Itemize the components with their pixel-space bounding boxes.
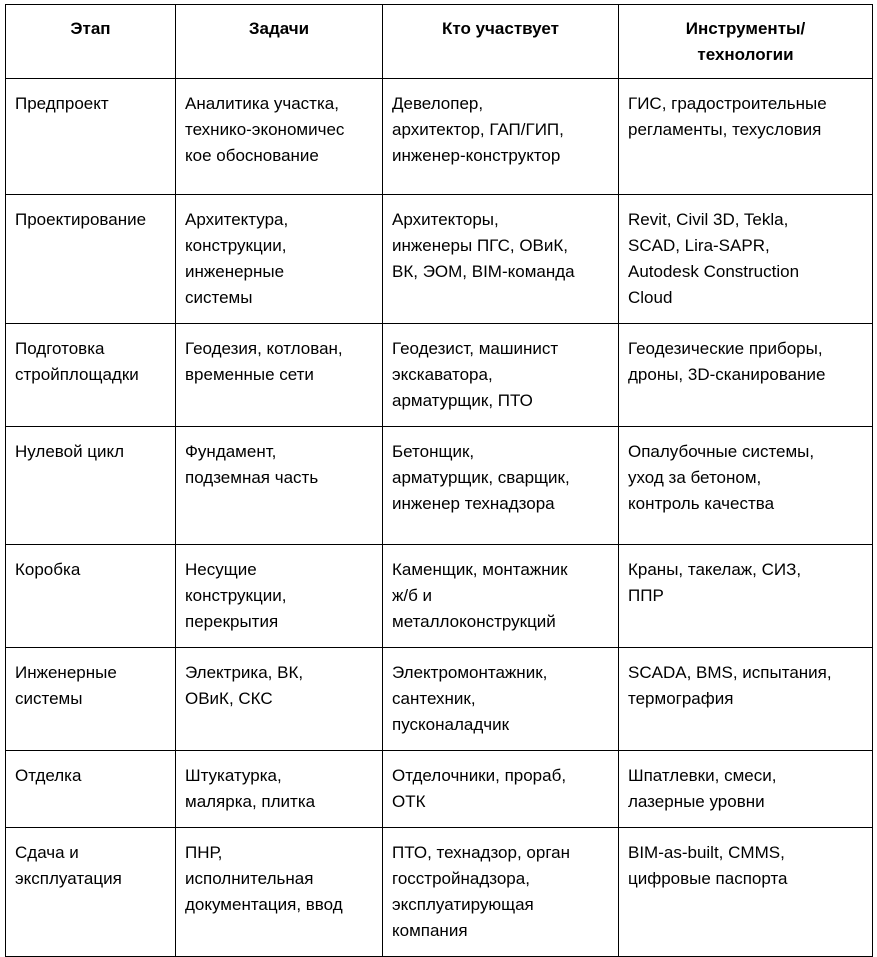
- cell-text-line: Каменщик, монтажник: [392, 560, 568, 579]
- cell-text-line: системы: [15, 689, 83, 708]
- header-text-line: технологии: [697, 45, 794, 64]
- cell-text-line: малярка, плитка: [185, 792, 316, 811]
- cell-text-line: подземная часть: [185, 468, 319, 487]
- cell-text-line: Коробка: [15, 560, 81, 579]
- cell-text-line: инженер-конструктор: [392, 146, 561, 165]
- cell-text-line: Autodesk Construction: [628, 262, 800, 281]
- table-row: [6, 195, 873, 324]
- header-stage: [6, 5, 176, 79]
- cell-tools: [619, 79, 873, 195]
- cell-text-line: цифровые паспорта: [628, 869, 788, 888]
- cell-text-line: ОТК: [392, 792, 426, 811]
- table-body: [6, 79, 873, 957]
- cell-text-line: Геодезические приборы,: [628, 339, 823, 358]
- header-participants: [383, 5, 619, 79]
- cell-text-line: документация, ввод: [185, 895, 343, 914]
- cell-text-line: Нулевой цикл: [15, 442, 125, 461]
- cell-text-line: ПТО, технадзор, орган: [392, 843, 570, 862]
- cell-text-line: компания: [392, 921, 468, 940]
- cell-tools: [619, 545, 873, 648]
- cell-text-line: Несущие: [185, 560, 257, 579]
- cell-text-line: стройплощадки: [15, 365, 139, 384]
- cell-stage: [6, 828, 176, 957]
- cell-text-line: Электромонтажник,: [392, 663, 548, 682]
- cell-participants: [383, 751, 619, 828]
- cell-text-line: Краны, такелаж, СИЗ,: [628, 560, 802, 579]
- cell-text-line: Инженерные: [15, 663, 117, 682]
- cell-text-line: ГИС, градостроительные: [628, 94, 827, 113]
- cell-text-line: Опалубочные системы,: [628, 442, 815, 461]
- cell-tools: [619, 427, 873, 545]
- cell-text-line: кое обоснование: [185, 146, 319, 165]
- cell-stage: [6, 648, 176, 751]
- cell-tools: [619, 828, 873, 957]
- cell-text-line: перекрытия: [185, 612, 279, 631]
- cell-text-line: Бетонщик,: [392, 442, 475, 461]
- cell-text-line: сантехник,: [392, 689, 476, 708]
- cell-text-line: ОВиК, СКС: [185, 689, 273, 708]
- cell-text-line: дроны, 3D-сканирование: [628, 365, 826, 384]
- cell-text-line: Сдача и: [15, 843, 79, 862]
- cell-text-line: арматурщик, сварщик,: [392, 468, 570, 487]
- cell-text-line: Фундамент,: [185, 442, 277, 461]
- cell-text-line: SCADA, BMS, испытания,: [628, 663, 832, 682]
- cell-text-line: ПНР,: [185, 843, 223, 862]
- cell-text-line: Аналитика участка,: [185, 94, 339, 113]
- cell-text-line: Электрика, ВК,: [185, 663, 304, 682]
- cell-stage: [6, 545, 176, 648]
- cell-text-line: технико-экономичес: [185, 120, 345, 139]
- cell-text-line: Геодезист, машинист: [392, 339, 559, 358]
- cell-text-line: арматурщик, ПТО: [392, 391, 533, 410]
- cell-text-line: Отделка: [15, 766, 82, 785]
- cell-stage: [6, 195, 176, 324]
- cell-tasks: [176, 324, 383, 427]
- cell-text-line: Cloud: [628, 288, 673, 307]
- cell-stage: [6, 427, 176, 545]
- cell-stage: [6, 79, 176, 195]
- cell-text-line: Архитектура,: [185, 210, 289, 229]
- header-text-line: Кто участвует: [442, 19, 559, 38]
- cell-text-line: Штукатурка,: [185, 766, 282, 785]
- cell-text-line: конструкции,: [185, 586, 287, 605]
- cell-text-line: лазерные уровни: [628, 792, 765, 811]
- table-row: [6, 828, 873, 957]
- cell-text-line: госстройнадзора,: [392, 869, 530, 888]
- cell-text-line: экскаватора,: [392, 365, 493, 384]
- cell-text-line: Предпроект: [15, 94, 109, 113]
- table-row: [6, 751, 873, 828]
- cell-text-line: инженер технадзора: [392, 494, 555, 513]
- cell-tasks: [176, 427, 383, 545]
- cell-stage: [6, 324, 176, 427]
- cell-text-line: эксплуатирующая: [392, 895, 534, 914]
- header-tools: [619, 5, 873, 79]
- cell-tools: [619, 324, 873, 427]
- cell-tasks: [176, 195, 383, 324]
- cell-text-line: Архитекторы,: [392, 210, 499, 229]
- table-row: [6, 545, 873, 648]
- cell-text-line: Проектирование: [15, 210, 147, 229]
- header-tasks: [176, 5, 383, 79]
- cell-text-line: конструкции,: [185, 236, 287, 255]
- cell-text-line: Геодезия, котлован,: [185, 339, 343, 358]
- table-row: [6, 427, 873, 545]
- cell-participants: [383, 324, 619, 427]
- cell-text-line: ППР: [628, 586, 664, 605]
- cell-text-line: регламенты, техусловия: [628, 120, 822, 139]
- cell-participants: [383, 648, 619, 751]
- cell-text-line: инженерные: [185, 262, 285, 281]
- cell-participants: [383, 545, 619, 648]
- cell-text-line: Подготовка: [15, 339, 105, 358]
- cell-text-line: системы: [185, 288, 253, 307]
- header-text-line: Этап: [70, 19, 111, 38]
- cell-text-line: контроль качества: [628, 494, 775, 513]
- cell-tasks: [176, 79, 383, 195]
- cell-text-line: инженеры ПГС, ОВиК,: [392, 236, 569, 255]
- cell-tasks: [176, 828, 383, 957]
- cell-tools: [619, 751, 873, 828]
- cell-text-line: металлоконструкций: [392, 612, 556, 631]
- cell-text-line: пусконаладчик: [392, 715, 510, 734]
- cell-participants: [383, 195, 619, 324]
- cell-text-line: BIM-as-built, CMMS,: [628, 843, 785, 862]
- table-row: [6, 324, 873, 427]
- cell-text-line: SCAD, Lira-SAPR,: [628, 236, 770, 255]
- cell-participants: [383, 828, 619, 957]
- cell-text-line: ж/б и: [392, 586, 433, 605]
- cell-text-line: Шпатлевки, смеси,: [628, 766, 777, 785]
- cell-stage: [6, 751, 176, 828]
- cell-text-line: архитектор, ГАП/ГИП,: [392, 120, 564, 139]
- cell-text-line: исполнительная: [185, 869, 314, 888]
- cell-text-line: Revit, Civil 3D, Tekla,: [628, 210, 789, 229]
- cell-tools: [619, 195, 873, 324]
- table-header-row: [6, 5, 873, 79]
- cell-participants: [383, 79, 619, 195]
- header-text-line: Задачи: [248, 19, 310, 38]
- cell-text-line: Девелопер,: [392, 94, 484, 113]
- table-row: [6, 79, 873, 195]
- cell-text-line: эксплуатация: [15, 869, 122, 888]
- cell-tasks: [176, 648, 383, 751]
- cell-tasks: [176, 751, 383, 828]
- cell-tasks: [176, 545, 383, 648]
- cell-text-line: временные сети: [185, 365, 314, 384]
- cell-tools: [619, 648, 873, 751]
- cell-participants: [383, 427, 619, 545]
- cell-text-line: уход за бетоном,: [628, 468, 762, 487]
- cell-text-line: Отделочники, прораб,: [392, 766, 567, 785]
- cell-text-line: ВК, ЭОМ, BIM-команда: [392, 262, 575, 281]
- cell-text-line: термография: [628, 689, 734, 708]
- header-text-line: Инструменты/: [685, 19, 806, 38]
- construction-stages-table: [5, 4, 873, 957]
- table-row: [6, 648, 873, 751]
- document-table-container: [5, 4, 873, 957]
